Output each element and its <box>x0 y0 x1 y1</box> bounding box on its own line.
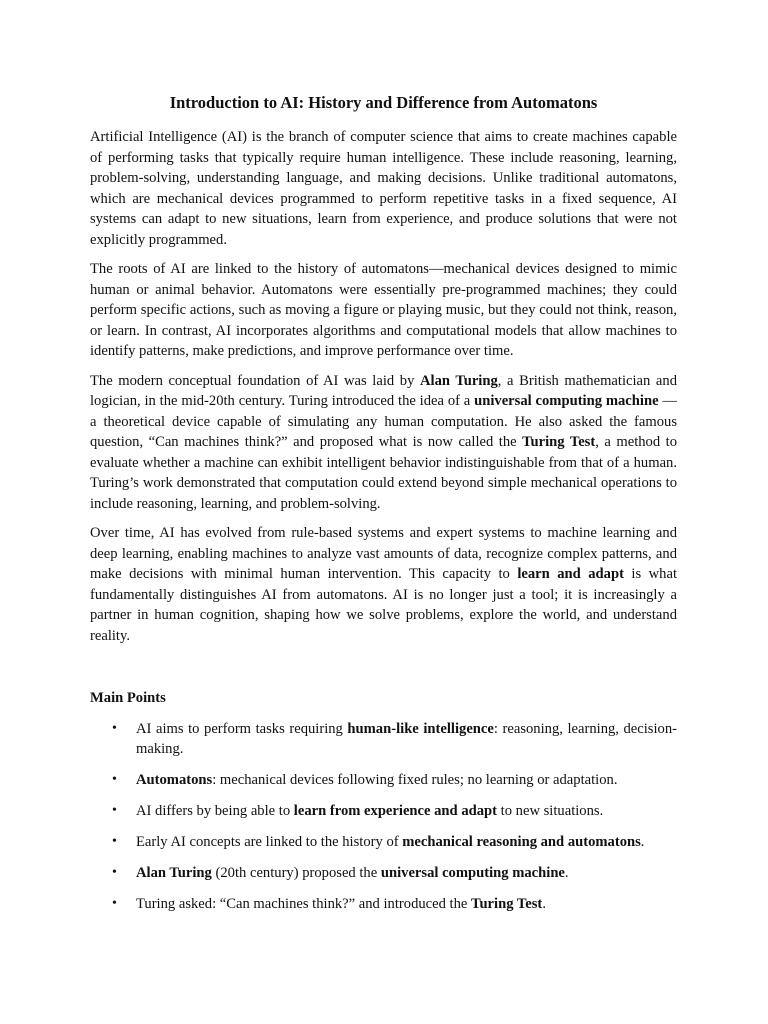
bold-text: Alan Turing <box>419 372 498 389</box>
text-run: The modern conceptual foundation of AI was laid by <box>90 372 420 389</box>
bullet-icon: • <box>112 803 117 818</box>
main-points-list <box>90 719 677 915</box>
bullet-icon: • <box>112 865 117 880</box>
document-title: Introduction to AI: History and Difference from Automatons <box>169 93 598 112</box>
bold-text: universal computing machine <box>474 393 659 409</box>
text-run: . <box>640 834 645 850</box>
text-run: , a method to evaluate whether a machine can exhibit intelligent behavior indistinguishable from that of a human. Turing’s work demonstrated that computation could extend beyond simple mechanical operations to include reasoning, learning, and problem-solving. <box>90 434 677 512</box>
bullet-icon: • <box>112 896 117 911</box>
bold-text: Automatons <box>136 772 213 788</box>
text-run: , a British mathematician and logician, in the mid-20th century. Turing introduced the idea of a <box>90 372 677 409</box>
text-run: Turing asked: “Can machines think?” and introduced the <box>136 896 472 912</box>
bullet-icon: • <box>112 720 117 736</box>
bullet-list-item <box>90 770 677 791</box>
bullet-list-item <box>90 719 677 760</box>
text-run: : mechanical devices following fixed rules; no learning or adaptation. <box>212 772 618 788</box>
text-run: —a theoretical device capable of simulating any human computation. He also asked the famous question, “Can machines think?” and proposed what is now called the <box>90 393 677 450</box>
bullet-list-item <box>90 894 677 915</box>
bold-text: Turing Test <box>522 434 596 450</box>
text-run: Artificial Intelligence (AI) is the branch of computer science that aims to create machines capable of performing tasks that typically require human intelligence. These include reasoning, learning, problem-solving, understanding language, and making decisions. Unlike traditional automatons, which are mechanical devices programmed to perform repetitive tasks in a fixed sequence, AI systems can adapt to new situations, learn from experience, and produce solutions that were not explicitly programmed. <box>90 129 677 248</box>
bold-text: human-like intelligence <box>347 720 494 737</box>
bullet-icon: • <box>112 772 117 787</box>
text-run: . <box>542 896 546 912</box>
bold-text: universal computing machine <box>380 865 565 881</box>
paragraph <box>90 523 677 646</box>
bullet-list-item <box>90 863 677 884</box>
body-paragraphs <box>90 127 677 646</box>
text-run: : reasoning, learning, decision-making. <box>136 720 677 757</box>
paragraph <box>90 371 677 515</box>
section-spacer <box>90 655 677 688</box>
bold-text: Turing Test <box>471 896 543 912</box>
text-run: to new situations. <box>497 803 604 819</box>
text-run: . <box>564 865 569 881</box>
bold-text: learn and adapt <box>517 566 624 582</box>
text-run: The roots of AI are linked to the history of automatons—mechanical devices designed to mimic human or animal behavior. Automatons were essentially pre-programmed machines; they could perform specific actions, such as moving a figure or playing music, but they could not think, reason, or learn. In contrast, AI incorporates algorithms and computational models that allow machines to identify patterns, make predictions, and improve performance over time. <box>90 261 677 359</box>
bold-text: learn from experience and adapt <box>293 803 498 819</box>
bullet-list-item <box>90 801 677 822</box>
paragraph <box>90 127 677 250</box>
text-run: Over time, AI has evolved from rule-based systems and expert systems to machine learning and deep learning, enabling machines to analyze vast amounts of data, recognize complex patterns, and make decisions with minimal human intervention. This capacity to <box>90 525 677 582</box>
text-run: AI differs by being able to <box>136 803 294 819</box>
document-page <box>90 92 677 925</box>
text-run: is what fundamentally distinguishes AI from automatons. AI is no longer just a tool; it is increasingly a partner in human cognition, shaping how we solve problems, explore the world, and understand reality. <box>90 566 678 644</box>
text-run: Early AI concepts are linked to the history of <box>136 834 403 850</box>
bullet-list-item <box>90 832 677 853</box>
text-run: (20th century) proposed the <box>211 865 381 881</box>
main-points-heading: Main Points <box>90 690 166 706</box>
paragraph <box>90 259 677 362</box>
bullet-icon: • <box>112 834 117 849</box>
bold-text: mechanical reasoning and automatons <box>402 834 641 850</box>
bold-text: Alan Turing <box>136 865 212 881</box>
text-run: AI aims to perform tasks requiring <box>136 720 348 737</box>
